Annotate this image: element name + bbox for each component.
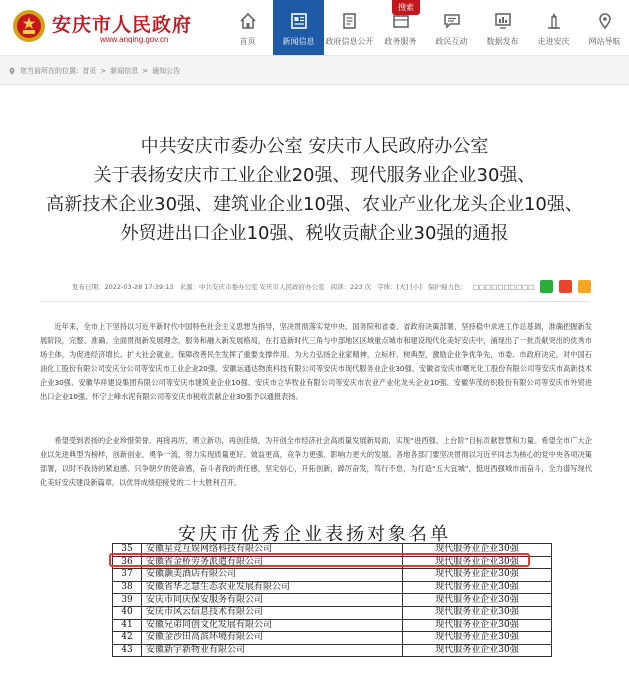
cell-name: 安庆市风云信息技术有限公司 (142, 606, 403, 619)
search-button[interactable]: 搜索 (392, 0, 420, 15)
cell-category: 现代服务业企业30强 (403, 632, 552, 645)
cell-no: 39 (113, 594, 142, 607)
nav-label: 政府信息公开 (325, 37, 374, 46)
breadcrumb-link-home[interactable]: 首页 (82, 67, 97, 75)
cell-no: 43 (113, 644, 142, 657)
nav-item-interaction[interactable] (426, 0, 477, 55)
title-line: 外贸进出口企业10强、税收贡献企业30强的通报 (120, 223, 509, 244)
table-row (113, 581, 552, 594)
cell-name: 安庆市同庆保安服务有限公司 (142, 594, 403, 607)
cell-no: 37 (113, 569, 142, 582)
data-icon (493, 11, 513, 31)
article-source: 来源：中共安庆市委办公室 安庆市人民政府办公室 (179, 283, 325, 291)
highlight-box (109, 553, 530, 567)
cell-category: 现代服务业企业30强 (403, 619, 552, 632)
nav-label: 政民互动 (435, 37, 468, 46)
nav-item-home[interactable] (222, 0, 273, 55)
eye-color-options[interactable]: □□□□□□□□□□ (472, 282, 535, 291)
cell-category: 现代服务业企业30强 (403, 644, 552, 657)
table-row (113, 632, 552, 645)
landmark-icon (544, 11, 564, 31)
breadcrumb-link-news[interactable]: 新闻信息 (110, 67, 139, 75)
cell-no: 36 (113, 556, 142, 569)
nav-item-gov-info[interactable] (324, 0, 375, 55)
table-row (113, 644, 552, 657)
favorite-share-icon[interactable] (578, 280, 591, 293)
cell-name: 安徽省华之慧生态农业发展有限公司 (142, 581, 403, 594)
breadcrumb-separator: > (100, 67, 107, 75)
cell-category: 现代服务业企业30强 (403, 544, 552, 557)
nav-label: 网站导航 (588, 37, 621, 46)
cell-name: 安徽灏美酒店有限公司 (142, 569, 403, 582)
cell-name: 安徽新宇新物业有限公司 (142, 644, 403, 657)
meta-divider (40, 301, 590, 302)
location-pin-icon (8, 67, 16, 75)
article-meta (72, 280, 591, 293)
article-paragraph: 希望受到表扬的企业珍惜荣誉、再接再厉，勇立新功，再创佳绩，为开创全市经济社会高质量发展新局面，实现“进西强、上台阶”目标贡献智慧和力量。希望全市广大企业以先进典型为榜样，创新创业，勇争一流，努力实现质量更好、效益更高，竞争力更强、影响力更大的发展。各地各部门要坚决贯彻以习近平同志为核心的党中央各项决策部署，以时不我待的紧迫感、只争朝夕的使命感，奋斗者我的责任感，坚定信心，开拓创新，踔厉奋发，笃行不怠，为打造“五大宜城”，挺进西强城市而奋斗，全力谱写现代化美好安庆建设新篇章，以优异成绩迎接党的二十大胜利召开。 (40, 436, 592, 487)
cell-no: 42 (113, 632, 142, 645)
cell-name: 安徽兄弟同创文化发展有限公司 (142, 619, 403, 632)
cell-category: 现代服务业企业30强 (403, 594, 552, 607)
site-header (0, 0, 629, 56)
table-row (113, 569, 552, 582)
nav-label: 首页 (239, 37, 256, 46)
nav-item-data[interactable] (477, 0, 528, 55)
weibo-share-icon[interactable] (559, 280, 572, 293)
cell-no: 35 (113, 544, 142, 557)
nav-label: 新闻信息 (282, 37, 315, 46)
font-size-control[interactable]: 字体：[大] [小] (377, 283, 422, 291)
cell-category: 现代服务业企业30强 (403, 581, 552, 594)
cell-name: 安徽金沙田高滨环境有限公司 (142, 632, 403, 645)
breadcrumb (8, 66, 180, 76)
breadcrumb-link-notice[interactable]: 通知公告 (152, 67, 181, 75)
main-nav (222, 0, 629, 55)
table-row (113, 594, 552, 607)
national-emblem-icon[interactable] (12, 9, 46, 43)
title-line: 高新技术企业30强、建筑业企业10强、农业产业化龙头企业10强、 (46, 194, 583, 215)
title-line: 中共安庆市委办公室 安庆市人民政府办公室 (140, 136, 489, 157)
nav-label: 走进安庆 (537, 37, 570, 46)
cell-no: 38 (113, 581, 142, 594)
list-title: 安庆市优秀企业表扬对象名单 (178, 524, 451, 545)
breadcrumb-separator: > (142, 67, 149, 75)
title-line: 关于表扬安庆市工业企业20强、现代服务业企业30强、 (93, 165, 536, 186)
site-title[interactable]: 安庆市人民政府 (52, 14, 193, 36)
breadcrumb-bar (0, 56, 629, 85)
publish-date: 发布日期：2022-03-28 17:39:13 (72, 283, 174, 291)
nav-item-sitemap[interactable] (579, 0, 629, 55)
article-title (0, 132, 629, 248)
cell-category: 现代服务业企业30强 (403, 556, 552, 569)
view-count: 阅读：223 次 (330, 283, 372, 291)
nav-item-news[interactable] (273, 0, 324, 55)
nav-label: 政务服务 (384, 37, 417, 46)
document-icon (340, 11, 360, 31)
article-paragraph: 近年来，全市上下坚持以习近平新时代中国特色社会主义思想为指导，坚决贯彻落实党中央、国务院和省委、省政府决策部署，坚持稳中求进工作总基调，准确把握新发展阶段，完整、准确、全面贯彻新发展理念，服务和融入新发展格局，在打造新时代三角与中部地区区域重点城市和建设现代化美好安庆中，涌现出了一批贡献突出的优秀市场主体，为促进经济增长、扩大社会就业、保障改善民生发挥了重要支撑作用。为大力弘扬企业家精神，立标杆、树典型，激励企业争优争先，市委、市政府决定，对中国石油化工股份有限公司安庆分公司等安庆市工业企业20强、安徽运通达物流科技有限公司等安庆市现代服务业企业30强、安徽省安庆市曙光化工股份有限公司等安庆市高新技术企业30强、安徽华祥建设集团有限公司等安庆市建筑业企业10强、安庆市立华牧业有限公司等安庆市农业产业化龙头企业10强、安徽华茂纺织股份有限公司等安庆市外贸进出口企业10强、怀宁上峰水泥有限公司等安庆市税收贡献企业30强予以通报表扬。 (40, 322, 592, 401)
nav-label: 数据发布 (486, 37, 519, 46)
cell-category: 现代服务业企业30强 (403, 569, 552, 582)
cell-category: 现代服务业企业30强 (403, 606, 552, 619)
site-url: www.anqing.gov.cn (100, 35, 169, 44)
cell-name: 安徽省金桥劳务派遣有限公司 (142, 556, 403, 569)
table-row (113, 619, 552, 632)
home-icon (238, 11, 258, 31)
wechat-share-icon[interactable] (540, 280, 553, 293)
nav-item-about[interactable] (528, 0, 579, 55)
cell-no: 40 (113, 606, 142, 619)
eye-protection-label: 保护视力色： (427, 283, 467, 291)
cell-name: 安徽星竞互娱网络科技有限公司 (142, 544, 403, 557)
chat-icon (442, 11, 462, 31)
news-icon (289, 11, 309, 31)
table-row (113, 606, 552, 619)
cell-no: 41 (113, 619, 142, 632)
location-icon (595, 11, 615, 31)
breadcrumb-prefix: 您当前所在的位置: (20, 67, 79, 75)
